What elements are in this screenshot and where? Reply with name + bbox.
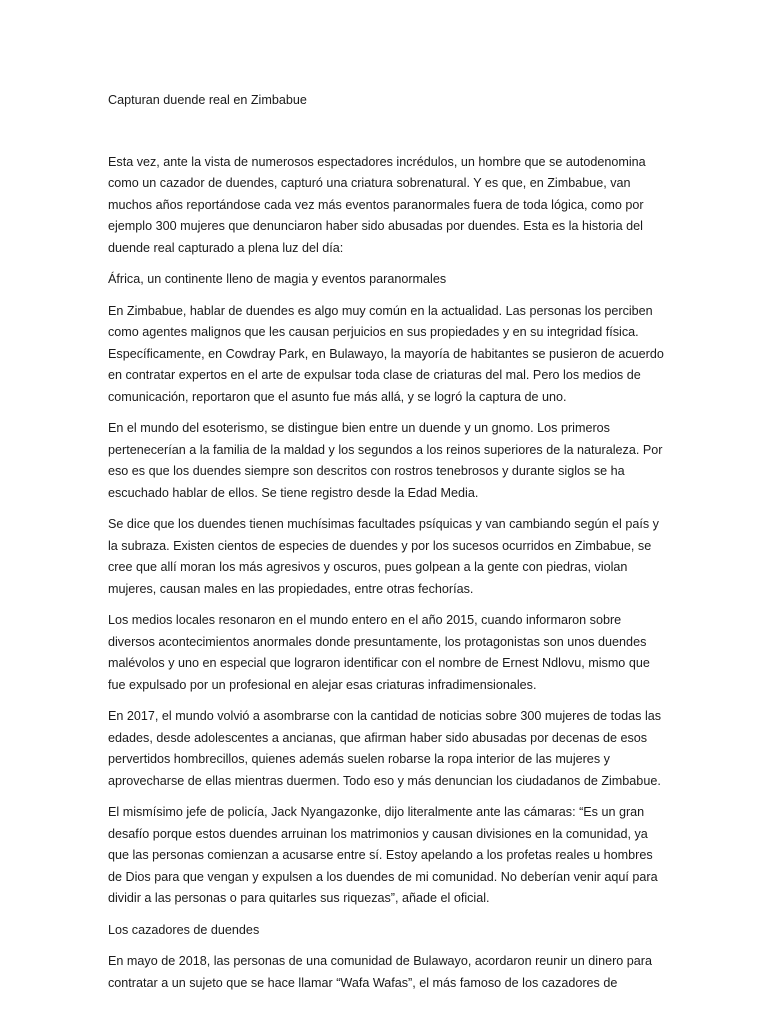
paragraph-esoterismo: En el mundo del esoterismo, se distingue bien entre un duende y un gnomo. Los primeros pertenecerían a la familia de la maldad y los segundos a los reinos superiores de la naturaleza. Por eso es que los duendes siempre son descritos con rostros tenebrosos y durante siglos se ha escuchado hablar de ellos. Se tiene registro desde la Edad Media. <box>108 421 663 500</box>
paragraph-mayo-2018: En mayo de 2018, las personas de una comunidad de Bulawayo, acordaron reunir un dinero para contratar a un sujeto que se hace llamar “Wafa Wafas”, el más famoso de los cazadores de <box>108 954 652 990</box>
paragraph-facultades: Se dice que los duendes tienen muchísimas facultades psíquicas y van cambiando según el país y la subraza. Existen cientos de especies de duendes y por los sucesos ocurridos en Zimbabue, se cree que allí moran los más agresivos y oscuros, pues golpean a la gente con piedras, violan mujeres, causan males en las propiedades, entre otras fechorías. <box>108 517 659 596</box>
section-heading-cazadores: Los cazadores de duendes <box>108 922 260 937</box>
paragraph-2017: En 2017, el mundo volvió a asombrarse con la cantidad de noticias sobre 300 mujeres de todas las edades, desde adolescentes a ancianas, que afirman haber sido abusadas por decenas de esos pervertidos hombrecillos, quienes además suelen robarse la ropa interior de las mujeres y aprovecharse de ellas mientras duermen. Todo eso y más denuncian los ciudadanos de Zimbabue. <box>108 709 662 788</box>
paragraph-medios-2015: Los medios locales resonaron en el mundo entero en el año 2015, cuando informaron sobre diversos acontecimientos anormales donde presuntamente, los protagonistas son unos duendes malévolos y uno en especial que lograron identificar con el nombre de Ernest Ndlovu, mismo que fue expulsado por un profesional en alejar esas criaturas infradimensionales. <box>108 613 650 692</box>
document-body <box>108 90 664 1004</box>
intro-paragraph: Esta vez, ante la vista de numerosos espectadores incrédulos, un hombre que se autodenomina como un cazador de duendes, capturó una criatura sobrenatural. Y es que, en Zimbabue, van muchos años reportándose cada vez más eventos paranormales fuera de toda lógica, como por ejemplo 300 mujeres que denunciaron haber sido abusadas por duendes. Esta es la historia del duende real capturado a plena luz del día: <box>108 154 646 255</box>
paragraph-zimbabue: En Zimbabue, hablar de duendes es algo muy común en la actualidad. Las personas los perciben como agentes malignos que les causan perjuicios en sus propiedades y en su integridad física. Específicamente, en Cowdray Park, en Bulawayo, la mayoría de habitantes se pusieron de acuerdo en contratar expertos en el arte de expulsar toda clase de criaturas del mal. Pero los medios de comunicación, reportaron que el asunto fue más allá, y se logró la captura de uno. <box>108 303 664 404</box>
document-title: Capturan duende real en Zimbabue <box>108 93 307 107</box>
paragraph-jefe-policia: El mismísimo jefe de policía, Jack Nyangazonke, dijo literalmente ante las cámaras: “Es un gran desafío porque estos duendes arruinan los matrimonios y causan divisiones en la comunidad, ya que las personas comienzan a acusarse entre sí. Estoy apelando a los profetas reales u hombres de Dios para que vengan y expulsen a los duendes de mi comunidad. No deberían venir aquí para dividir a las personas o para quitarles sus riquezas”, añade el oficial. <box>108 805 658 905</box>
section-heading-africa: África, un continente lleno de magia y eventos paranormales <box>108 272 447 286</box>
